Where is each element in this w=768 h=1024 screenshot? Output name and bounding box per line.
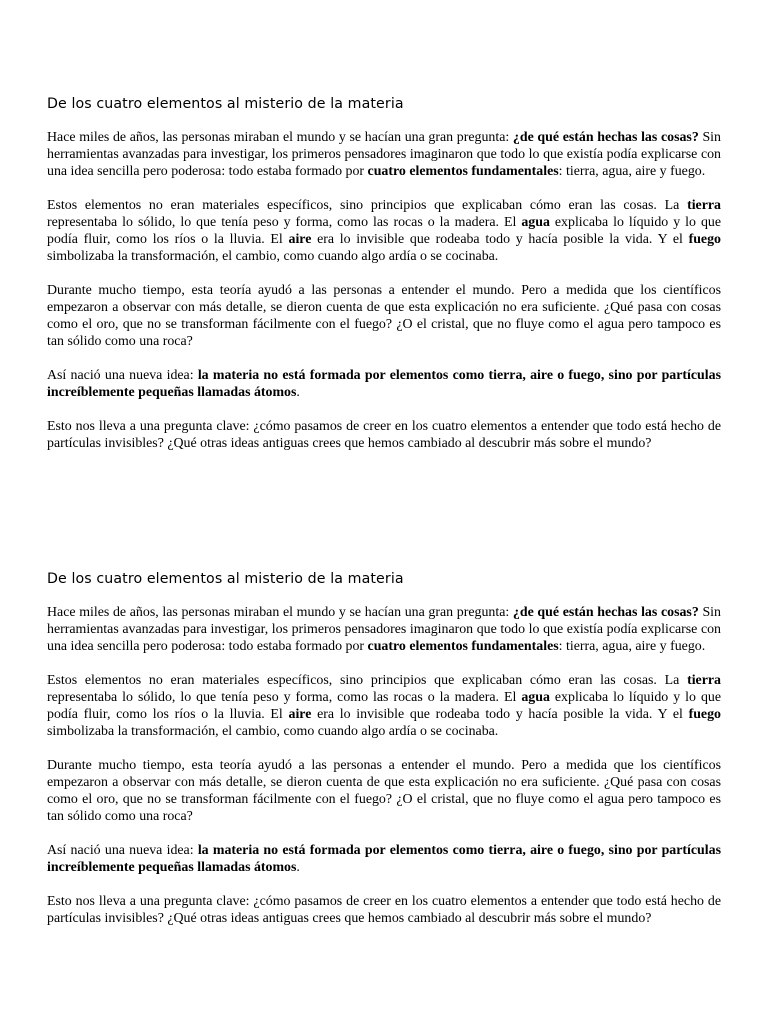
bold-term: cuatro elementos fundamentales bbox=[367, 164, 559, 179]
bold-statement: la materia no está formada por elementos como tierra, aire o fuego, sino por partículas increíblemente pequeñas llamadas átomos bbox=[47, 843, 721, 875]
paragraph-theory: Durante mucho tiempo, esta teoría ayudó a las personas a entender el mundo. Pero a medida que los científicos empezaron a observar con más detalle, se dieron cuenta de que esta explicación no era suficiente. ¿Qué pasa con cosas como el oro, que no se transforman fácilmente con el fuego? ¿O el cristal, que no fluye como el agua pero tampoco es tan sólido como una roca? bbox=[47, 758, 721, 824]
bold-question: ¿de qué están hechas las cosas? bbox=[512, 605, 699, 620]
text-run: Así nació una nueva idea: bbox=[47, 368, 198, 383]
bold-term-aire: aire bbox=[288, 707, 312, 722]
text-run: Hace miles de años, las personas miraban el mundo y se hacían una gran pregunta: bbox=[47, 130, 513, 145]
bold-statement: la materia no está formada por elementos como tierra, aire o fuego, sino por partículas increíblemente pequeñas llamadas átomos bbox=[47, 368, 721, 400]
text-run: . bbox=[296, 385, 300, 400]
text-run: : tierra, agua, aire y fuego. bbox=[558, 164, 706, 179]
text-run: Hace miles de años, las personas miraban el mundo y se hacían una gran pregunta: bbox=[47, 605, 513, 620]
text-run: Sin herramientas avanzadas para investigar, los primeros pensadores imaginaron que todo lo que existía podía explicarse con una idea sencilla pero poderosa: todo estaba formado por bbox=[47, 130, 721, 179]
paragraph-new-idea bbox=[47, 842, 721, 876]
text-run: Así nació una nueva idea: bbox=[47, 843, 198, 858]
text-run: Sin herramientas avanzadas para investigar, los primeros pensadores imaginaron que todo lo que existía podía explicarse con una idea sencilla pero poderosa: todo estaba formado por bbox=[47, 605, 721, 654]
section-title: De los cuatro elementos al misterio de la materia bbox=[47, 96, 404, 112]
paragraph-question: Esto nos lleva a una pregunta clave: ¿cómo pasamos de creer en los cuatro elementos a entender que todo está hecho de partículas invisibles? ¿Qué otras ideas antiguas crees que hemos cambiado al descubrir más sobre el mundo? bbox=[47, 419, 721, 451]
text-run: Estos elementos no eran materiales específicos, sino principios que explicaban cómo eran las cosas. La bbox=[47, 198, 688, 213]
text-run: simbolizaba la transformación, el cambio, como cuando algo ardía o se cocinaba. bbox=[47, 724, 499, 739]
bold-term-tierra: tierra bbox=[687, 198, 721, 213]
text-run: era lo invisible que rodeaba todo y hacía posible la vida. Y el bbox=[311, 707, 689, 722]
paragraph-intro bbox=[47, 604, 721, 655]
document-section-1 bbox=[47, 94, 721, 469]
paragraph-new-idea bbox=[47, 367, 721, 401]
text-run: explicaba lo líquido y lo que podía fluir, como los ríos o la lluvia. El bbox=[47, 215, 721, 247]
bold-term-agua: agua bbox=[521, 690, 550, 705]
text-run: . bbox=[296, 860, 300, 875]
bold-term-aire: aire bbox=[288, 232, 312, 247]
text-run: : tierra, agua, aire y fuego. bbox=[558, 639, 706, 654]
paragraph-question: Esto nos lleva a una pregunta clave: ¿cómo pasamos de creer en los cuatro elementos a entender que todo está hecho de partículas invisibles? ¿Qué otras ideas antiguas crees que hemos cambiado al descubrir más sobre el mundo? bbox=[47, 894, 721, 926]
text-run: era lo invisible que rodeaba todo y hacía posible la vida. Y el bbox=[311, 232, 689, 247]
paragraph-intro bbox=[47, 129, 721, 180]
bold-term: cuatro elementos fundamentales bbox=[367, 639, 559, 654]
text-run: simbolizaba la transformación, el cambio, como cuando algo ardía o se cocinaba. bbox=[47, 249, 499, 264]
paragraph-elements bbox=[47, 197, 721, 265]
paragraph-theory: Durante mucho tiempo, esta teoría ayudó a las personas a entender el mundo. Pero a medida que los científicos empezaron a observar con más detalle, se dieron cuenta de que esta explicación no era suficiente. ¿Qué pasa con cosas como el oro, que no se transforman fácilmente con el fuego? ¿O el cristal, que no fluye como el agua pero tampoco es tan sólido como una roca? bbox=[47, 283, 721, 349]
text-run: representaba lo sólido, lo que tenía peso y forma, como las rocas o la madera. El bbox=[47, 690, 522, 705]
bold-term-fuego: fuego bbox=[688, 707, 721, 722]
text-run: explicaba lo líquido y lo que podía fluir, como los ríos o la lluvia. El bbox=[47, 690, 721, 722]
section-title: De los cuatro elementos al misterio de la materia bbox=[47, 571, 404, 587]
document-section-2 bbox=[47, 569, 721, 944]
bold-term-agua: agua bbox=[521, 215, 550, 230]
bold-question: ¿de qué están hechas las cosas? bbox=[512, 130, 699, 145]
text-run: representaba lo sólido, lo que tenía peso y forma, como las rocas o la madera. El bbox=[47, 215, 522, 230]
text-run: Estos elementos no eran materiales específicos, sino principios que explicaban cómo eran las cosas. La bbox=[47, 673, 688, 688]
paragraph-elements bbox=[47, 672, 721, 740]
bold-term-tierra: tierra bbox=[687, 673, 721, 688]
bold-term-fuego: fuego bbox=[688, 232, 721, 247]
